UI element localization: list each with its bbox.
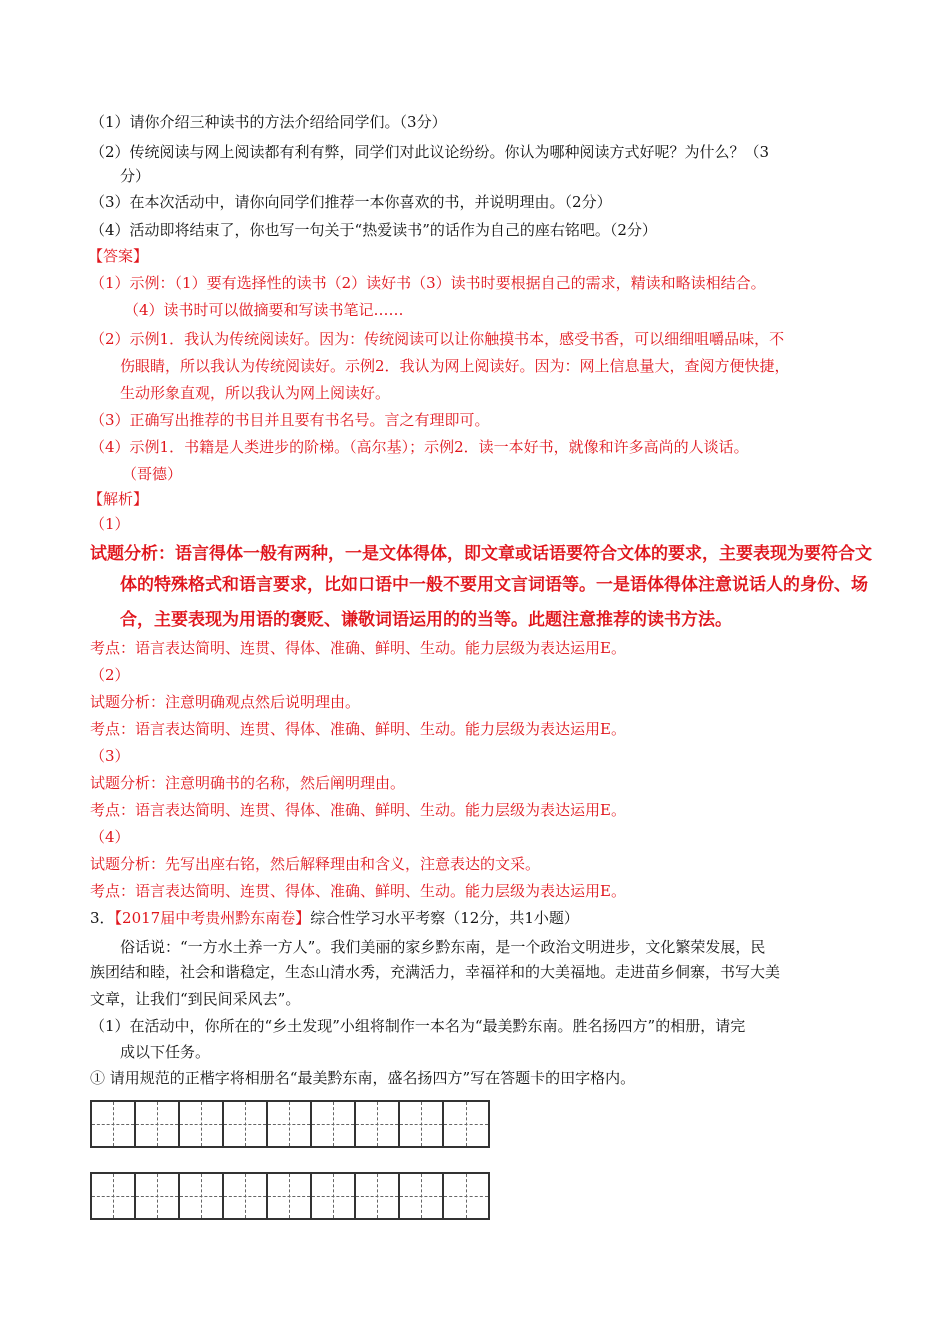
paragraph-line-2: 族团结和睦，社会和谐稳定，生态山清水秀，充满活力，幸福祥和的大美福地。走进苗乡侗寨，书写大美 [90,963,781,981]
question-1: （1）请你介绍三种读书的方法介绍给同学们。（3分） [90,113,447,131]
question-4: （4）活动即将结束了，你也写一句关于“热爱读书”的话作为自己的座右铭吧。（2分） [90,221,657,239]
tianzige-cell[interactable] [312,1174,356,1218]
analysis-1-label: （1） [90,515,130,533]
tianzige-cell[interactable] [312,1102,356,1146]
tianzige-cell[interactable] [400,1174,444,1218]
tianzige-cell[interactable] [400,1102,444,1146]
analysis-heading: 【解析】 [88,490,149,508]
analysis-2-text: 试题分析：注意明确观点然后说明理由。 [90,693,361,711]
subquestion-1-line-1: （1）在活动中，你所在的“乡土发现”小组将制作一本名为“最美黔东南。胜名扬四方”的相册，请完 [90,1017,746,1035]
analysis-1-text-line-3: 合，主要表现为用语的褒贬、谦敬词语运用的的当等。此题注意推荐的读书方法。 [120,610,732,630]
question-source: 【2017届中考贵州黔东南卷】 [114,909,311,927]
answer-2-line-1: （2）示例1．我认为传统阅读好。因为：传统阅读可以让你触摸书本，感受书香，可以细细咀嚼品味，不 [90,330,785,348]
question-3-header [90,908,579,928]
subquestion-1-line-2: 成以下任务。 [120,1043,211,1061]
tianzige-cell[interactable] [224,1102,268,1146]
analysis-4-label: （4） [90,828,130,846]
analysis-3-text: 试题分析：注意明确书的名称，然后阐明理由。 [90,774,406,792]
analysis-3-kaodian: 考点：语言表达简明、连贯、得体、准确、鲜明、生动。能力层级为表达运用E。 [90,801,626,819]
tianzige-cell[interactable] [268,1102,312,1146]
analysis-4-kaodian: 考点：语言表达简明、连贯、得体、准确、鲜明、生动。能力层级为表达运用E。 [90,882,626,900]
answer-1-line-1: （1）示例：（1）要有选择性的读书（2）读好书（3）读书时要根据自己的需求，精读和略读相结合。 [90,274,766,292]
tianzige-cell[interactable] [444,1102,488,1146]
answer-2-line-3: 生动形象直观，所以我认为网上阅读好。 [120,384,391,402]
analysis-1-kaodian: 考点：语言表达简明、连贯、得体、准确、鲜明、生动。能力层级为表达运用E。 [90,639,626,657]
tianzige-cell[interactable] [136,1174,180,1218]
tianzige-row-1[interactable] [90,1100,490,1148]
answer-3: （3）正确写出推荐的书目并且要有书名号。言之有理即可。 [90,411,490,429]
tianzige-cell[interactable] [180,1174,224,1218]
tianzige-row-2[interactable] [90,1172,490,1220]
analysis-4-text: 试题分析：先写出座右铭，然后解释理由和含义，注意表达的文采。 [90,855,541,873]
tianzige-cell[interactable] [180,1102,224,1146]
analysis-1-text-line-1: 试题分析：语言得体一般有两种，一是文体得体，即文章或话语要符合文体的要求，主要表现为要符合文 [90,544,872,564]
task-1: ① 请用规范的正楷字将相册名“最美黔东南，盛名扬四方”写在答题卡的田字格内。 [90,1069,636,1087]
analysis-1-text-line-2: 体的特殊格式和语言要求，比如口语中一般不要用文言词语等。一是语体得体注意说话人的身份、场 [120,575,868,595]
answer-1-line-2: （4）读书时可以做摘要和写读书笔记…… [124,301,404,319]
paragraph-line-3: 文章，让我们“到民间采风去”。 [90,990,301,1008]
question-2-line-1: （2）传统阅读与网上阅读都有利有弊，同学们对此议论纷纷。你认为哪种阅读方式好呢？为什么？（3 [90,143,770,161]
question-title: 综合性学习水平考察（12分，共1小题） [310,909,579,927]
tianzige-cell[interactable] [444,1174,488,1218]
analysis-2-label: （2） [90,666,130,684]
analysis-3-label: （3） [90,747,130,765]
question-3: （3）在本次活动中，请你向同学们推荐一本你喜欢的书，并说明理由。（2分） [90,193,612,211]
answer-2-line-2: 伤眼睛，所以我认为传统阅读好。示例2．我认为网上阅读好。因为：网上信息量大，查阅方便快捷， [120,357,790,375]
answer-4-line-2: （哥德） [122,465,183,483]
answer-4-line-1: （4）示例1．书籍是人类进步的阶梯。（高尔基）；示例2．读一本好书，就像和许多高尚的人谈话。 [90,438,749,456]
tianzige-cell[interactable] [268,1174,312,1218]
analysis-2-kaodian: 考点：语言表达简明、连贯、得体、准确、鲜明、生动。能力层级为表达运用E。 [90,720,626,738]
tianzige-cell[interactable] [356,1102,400,1146]
tianzige-cell[interactable] [92,1102,136,1146]
tianzige-cell[interactable] [92,1174,136,1218]
tianzige-cell[interactable] [136,1102,180,1146]
question-number: 3． [90,909,115,927]
question-2-line-2: 分） [120,167,151,185]
answer-heading: 【答案】 [88,247,149,265]
tianzige-cell[interactable] [224,1174,268,1218]
tianzige-cell[interactable] [356,1174,400,1218]
paragraph-line-1: 俗话说：“一方水土养一方人”。我们美丽的家乡黔东南，是一个政治文明进步，文化繁荣发展，民 [120,938,766,956]
